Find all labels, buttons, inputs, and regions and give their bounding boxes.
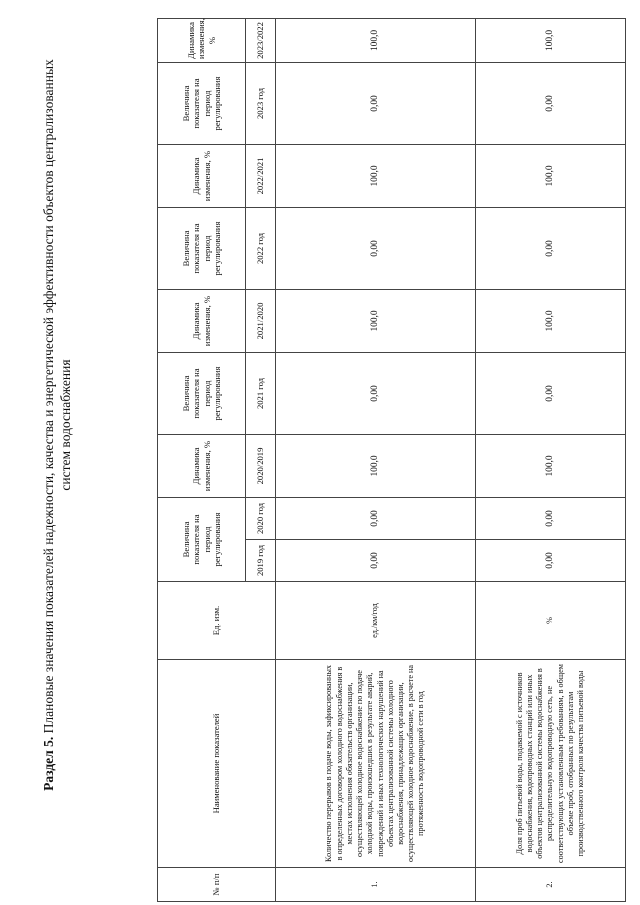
row-name: Доля проб питьевой воды, подаваемой с источников водоснабжения, водопроводных станций или иных объектов централизованной системы водоснабжения в распределительную водопроводную сеть, не соответствующих установленным требованиям, в общем объеме проб, отобранных по результатам производственного контроля качества питьевой воды	[476, 660, 626, 868]
table-row	[276, 18, 476, 901]
cell-2019: 0,00	[476, 540, 626, 582]
cell-dyn-2021: 100,0	[476, 289, 626, 352]
table-row	[476, 18, 626, 901]
cell-2021: 0,00	[276, 352, 476, 434]
row-name: Количество перерывов в подаче воды, зафиксированных в определенных договором холодного водоснабжения в местах исполнения обязательств организации, осуществляющей холодное водоснабжение по подаче холодной воды, произошедших в результате аварий, повреждений и иных технологических нарушений на объектах централизованной системы холодного водоснабжения, принадлежащих организации, осуществляющей холодное водоснабжение, в расчете на протяженность водопроводной сети в год	[276, 660, 476, 868]
cell-dyn-2021: 100,0	[276, 289, 476, 352]
cell-2022: 0,00	[276, 207, 476, 289]
header-name: Наименование показателей	[158, 660, 276, 868]
cell-2023: 0,00	[476, 62, 626, 144]
subheader-2019: 2019 год	[246, 540, 276, 582]
header-unit: Ед. изм.	[158, 582, 276, 660]
cell-2023: 0,00	[276, 62, 476, 144]
indicators-table	[157, 18, 626, 902]
subheader-2020: 2020 год	[246, 497, 276, 539]
header-row	[158, 18, 246, 901]
cell-dyn-2023: 100,0	[276, 18, 476, 62]
row-num: 1.	[276, 868, 476, 902]
header-dynamics-2021: Динамика изменения, %	[158, 289, 246, 352]
cell-dyn-2022: 100,0	[276, 144, 476, 207]
cell-dyn-2023: 100,0	[476, 18, 626, 62]
section-title	[40, 55, 74, 795]
header-dynamics-2020: Динамика изменения, %	[158, 434, 246, 497]
cell-2021: 0,00	[476, 352, 626, 434]
subheader-2023-2022: 2023/2022	[246, 18, 276, 62]
subheader-2023: 2023 год	[246, 62, 276, 144]
cell-2020: 0,00	[276, 497, 476, 539]
section-title-text: Плановые значения показателей надежности, качества и энергетической эффективности объектов централизованных систем водоснабжения	[41, 59, 73, 734]
cell-2022: 0,00	[476, 207, 626, 289]
header-num: № п/п	[158, 868, 276, 902]
cell-dyn-2020: 100,0	[276, 434, 476, 497]
cell-2019: 0,00	[276, 540, 476, 582]
subheader-2021-2020: 2021/2020	[246, 289, 276, 352]
row-num: 2.	[476, 868, 626, 902]
section-number: Раздел 5.	[41, 736, 56, 791]
subheader-2021: 2021 год	[246, 352, 276, 434]
row-unit: %	[476, 582, 626, 660]
cell-dyn-2022: 100,0	[476, 144, 626, 207]
header-dynamics-2022: Динамика изменения, %	[158, 144, 246, 207]
header-value-2023: Величина показателя на период регулирования	[158, 62, 246, 144]
header-value-2022: Величина показателя на период регулирования	[158, 207, 246, 289]
subheader-2022: 2022 год	[246, 207, 276, 289]
row-unit: ед./км/год	[276, 582, 476, 660]
header-value-2019-2020: Величина показателя на период регулирования	[158, 497, 246, 581]
cell-2020: 0,00	[476, 497, 626, 539]
subheader-2022-2021: 2022/2021	[246, 144, 276, 207]
header-dynamics-2023: Динамика изменения, %	[158, 18, 246, 62]
subheader-2020-2019: 2020/2019	[246, 434, 276, 497]
cell-dyn-2020: 100,0	[476, 434, 626, 497]
header-value-2021: Величина показателя на период регулирования	[158, 352, 246, 434]
